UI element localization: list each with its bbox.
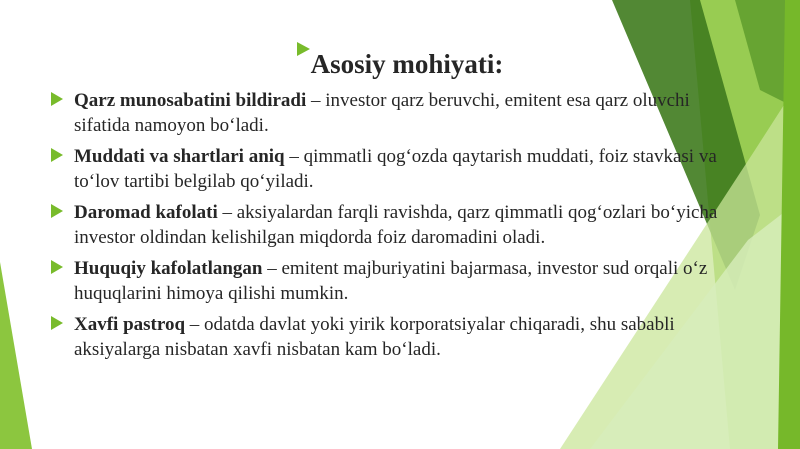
bullet-text: – aksiyalardan farqli ravishda, qarz qimmatli qog‘ozlari bo‘yicha investor oldindan kelishilgan miqdorda foiz daromadini oladi. <box>74 202 718 248</box>
bullet-item <box>51 88 741 138</box>
bullet-item <box>51 144 741 194</box>
bullet-text: – emitent majburiyatini bajarmasa, investor sud orqali o‘z huquqlarini himoya qilishi mumkin. <box>74 258 708 304</box>
bullet-term: Daromad kafolati <box>74 202 218 223</box>
bullet-term: Huquqiy kafolatlangan <box>74 258 263 279</box>
bullet-arrow-icon <box>51 92 63 106</box>
bullet-arrow-icon <box>51 260 63 274</box>
bullet-list <box>51 88 741 368</box>
bullet-arrow-icon <box>51 148 63 162</box>
slide-title-text: Asosiy mohiyati: <box>310 49 504 79</box>
bullet-arrow-icon <box>51 316 63 330</box>
title-arrow-icon <box>297 42 310 56</box>
bullet-item <box>51 256 741 306</box>
left-bottom-shape <box>0 262 32 449</box>
bullet-item <box>51 312 741 362</box>
slide-title <box>0 49 800 80</box>
bullet-text: – qimmatli qog‘ozda qaytarish muddati, foiz stavkasi va to‘lov tartibi belgilab qo‘yiladi. <box>74 146 717 192</box>
bullet-term: Xavfi pastroq <box>74 314 186 335</box>
bullet-text: – odatda davlat yoki yirik korporatsiyalar chiqaradi, shu sababli aksiyalarga nisbatan xavfi nisbatan kam bo‘ladi. <box>74 314 675 360</box>
slide-title-wrapper <box>297 49 504 79</box>
bullet-item <box>51 200 741 250</box>
bullet-text: – investor qarz beruvchi, emitent esa qarz oluvchi sifatida namoyon bo‘ladi. <box>74 90 690 136</box>
bullet-term: Qarz munosabatini bildiradi <box>74 90 307 111</box>
bullet-arrow-icon <box>51 204 63 218</box>
bullet-term: Muddati va shartlari aniq <box>74 146 285 167</box>
